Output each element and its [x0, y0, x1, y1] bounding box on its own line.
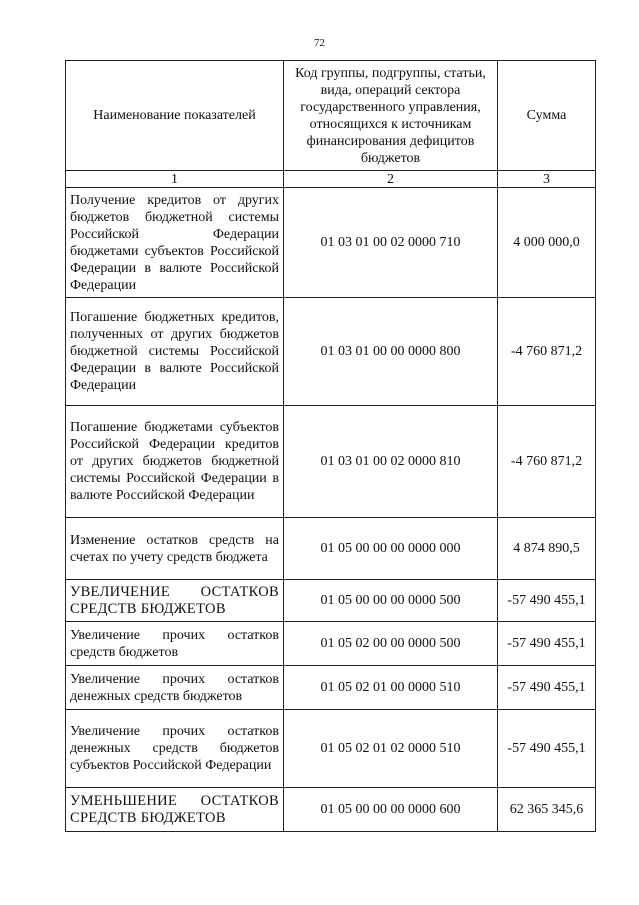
table-row	[66, 188, 596, 298]
table-row	[66, 298, 596, 406]
column-header-name: Наименование показателей	[66, 61, 284, 171]
row-sum: -4 760 871,2	[498, 298, 596, 406]
row-code: 01 05 00 00 00 0000 000	[284, 518, 498, 580]
row-name: Изменение остатков средств на счетах по учету средств бюджета	[66, 518, 284, 580]
row-name: Погашение бюджетных кредитов, полученных от других бюджетов бюджетной системы Российской Федерации в валюте Российской Федерации	[66, 298, 284, 406]
row-code: 01 03 01 00 02 0000 710	[284, 188, 498, 298]
row-sum: 62 365 345,6	[498, 788, 596, 832]
row-sum: -57 490 455,1	[498, 710, 596, 788]
row-code: 01 05 02 01 02 0000 510	[284, 710, 498, 788]
table-row	[66, 788, 596, 832]
page-number: 72	[314, 37, 325, 49]
column-number: 2	[284, 171, 498, 188]
row-name: Увеличение прочих остатков средств бюджетов	[66, 622, 284, 666]
column-number-row	[66, 171, 596, 188]
row-sum: -57 490 455,1	[498, 622, 596, 666]
row-code: 01 03 01 00 00 0000 800	[284, 298, 498, 406]
row-code: 01 03 01 00 02 0000 810	[284, 406, 498, 518]
row-sum: -57 490 455,1	[498, 666, 596, 710]
row-name: УВЕЛИЧЕНИЕ ОСТАТКОВ СРЕДСТВ БЮДЖЕТОВ	[66, 580, 284, 622]
row-name: Увеличение прочих остатков денежных средств бюджетов субъектов Российской Федерации	[66, 710, 284, 788]
row-code: 01 05 00 00 00 0000 600	[284, 788, 498, 832]
row-sum: 4 000 000,0	[498, 188, 596, 298]
table-header-row	[66, 61, 596, 171]
row-name: Погашение бюджетами субъектов Российской Федерации кредитов от других бюджетов бюджетной системы Российской Федерации в валюте Российской Федерации	[66, 406, 284, 518]
table-row	[66, 406, 596, 518]
row-name: Получение кредитов от других бюджетов бюджетной системы Российской Федерации бюджетами субъектов Российской Федерации в валюте Российской Федерации	[66, 188, 284, 298]
column-header-code: Код группы, подгруппы, статьи, вида, операций сектора государственного управления, относящихся к источникам финансирования дефицитов бюджетов	[284, 61, 498, 171]
row-name: УМЕНЬШЕНИЕ ОСТАТКОВ СРЕДСТВ БЮДЖЕТОВ	[66, 788, 284, 832]
row-code: 01 05 02 01 00 0000 510	[284, 666, 498, 710]
table-row	[66, 580, 596, 622]
table-row	[66, 666, 596, 710]
budget-sources-table	[65, 60, 596, 832]
row-sum: -4 760 871,2	[498, 406, 596, 518]
row-name: Увеличение прочих остатков денежных средств бюджетов	[66, 666, 284, 710]
table-row	[66, 622, 596, 666]
table-row	[66, 518, 596, 580]
row-code: 01 05 00 00 00 0000 500	[284, 580, 498, 622]
row-sum: -57 490 455,1	[498, 580, 596, 622]
column-header-sum: Сумма	[498, 61, 596, 171]
column-number: 1	[66, 171, 284, 188]
table-row	[66, 710, 596, 788]
row-code: 01 05 02 00 00 0000 500	[284, 622, 498, 666]
column-number: 3	[498, 171, 596, 188]
row-sum: 4 874 890,5	[498, 518, 596, 580]
